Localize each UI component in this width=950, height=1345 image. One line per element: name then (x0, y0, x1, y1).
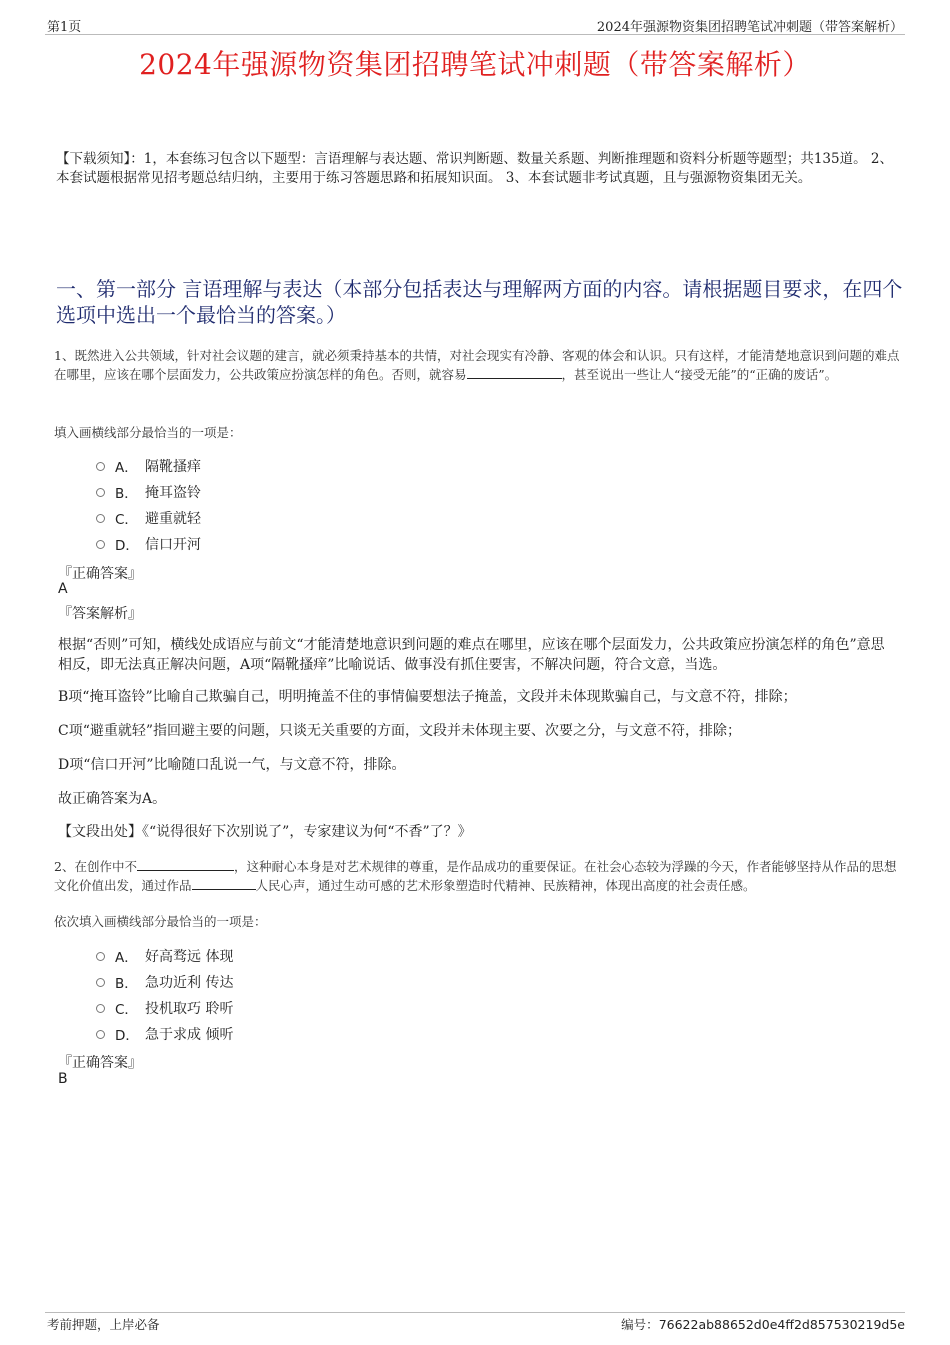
page-number: 第1页 (47, 20, 82, 35)
header-doc-title: 2024年强源物资集团招聘笔试冲刺题（带答案解析） (596, 20, 903, 35)
footer-code-value: 76622ab88652d0e4ff2d857530219d5e (658, 1317, 905, 1332)
question-1-analysis-para: D项“信口开河”比喻随口乱说一气，与文意不符，排除。 (58, 757, 406, 773)
question-2-answer-label: 『正确答案』 (58, 1055, 142, 1071)
radio-icon[interactable] (96, 978, 105, 987)
question-2-blank-1 (137, 857, 234, 871)
question-2-option-d[interactable]: D． 急于求成 倾听 (96, 1024, 233, 1044)
question-1-option-c[interactable]: C． 避重就轻 (96, 508, 201, 528)
question-1-prompt: 填入画横线部分最恰当的一项是： (54, 425, 242, 440)
page-title: 2024年强源物资集团招聘笔试冲刺题（带答案解析） (139, 48, 811, 81)
footer-divider (45, 1312, 905, 1313)
question-2-text-part2: ，这种耐心本身是对艺术规律的尊重，是作品成功的重要保证。在社会心态较为浮躁的今天，作者能够坚持从作品的思想文化价值出发，通过作品 (54, 859, 897, 893)
question-2-text (54, 857, 904, 895)
question-2-text-part3: 人民心声，通过生动可感的艺术形象塑造时代精神、民族精神，体现出高度的社会责任感。 (255, 878, 756, 893)
radio-icon[interactable] (96, 1030, 105, 1039)
question-1-source: 【文段出处】《“说得很好下次别说了”，专家建议为何“不香”了？》 (58, 824, 472, 840)
radio-icon[interactable] (96, 488, 105, 497)
radio-icon[interactable] (96, 540, 105, 549)
header-divider (45, 34, 905, 35)
footer-slogan: 考前押题，上岸必备 (47, 1317, 160, 1332)
question-1-text-part1: 1、既然进入公共领域，针对社会议题的建言，就必须秉持基本的共情，对社会现实有冷静、客观的体会和认识。只有这样，才能清楚地意识到问题的难点在哪里，应该在哪个层面发力，公共政策应扮演怎样的角色。否则，就容易 (54, 348, 900, 382)
question-2-blank-2 (192, 876, 256, 890)
footer-code (621, 1315, 905, 1333)
question-1-option-b[interactable]: B． 掩耳盗铃 (96, 482, 201, 502)
download-notice: 【下载须知】：1，本套练习包含以下题型：言语理解与表达题、常识判断题、数量关系题、判断推理题和资料分析题等题型；共135道。 2、本套试题根据常见招考题总结归纳，主要用于练习答题思路和拓展知识面。 3、本套试题非考试真题，且与强源物资集团无关。 (56, 151, 893, 186)
footer-code-label: 编号： (621, 1317, 659, 1332)
radio-icon[interactable] (96, 462, 105, 471)
question-1-option-d[interactable]: D． 信口开河 (96, 534, 201, 554)
question-1-answer: A (58, 581, 68, 597)
question-1-analysis-para: 根据“否则”可知，横线处成语应与前文“才能清楚地意识到问题的难点在哪里，应该在哪个层面发力，公共政策应扮演怎样的角色”意思相反，即无法真正解决问题，A项“隔靴搔痒”比喻说话、做事没有抓住要害，不解决问题，符合文意，当选。 (58, 637, 885, 673)
question-2-option-b[interactable]: B． 急功近利 传达 (96, 972, 233, 992)
radio-icon[interactable] (96, 514, 105, 523)
question-1-analysis-label: 『答案解析』 (58, 606, 142, 622)
radio-icon[interactable] (96, 952, 105, 961)
question-1-text (54, 346, 904, 384)
question-1-answer-label: 『正确答案』 (58, 566, 142, 582)
question-2-option-c[interactable]: C． 投机取巧 聆听 (96, 998, 233, 1018)
question-2-option-a[interactable]: A． 好高骛远 体现 (96, 946, 233, 966)
section-title: 一、第一部分 言语理解与表达（本部分包括表达与理解两方面的内容。请根据题目要求，在四个选项中选出一个最恰当的答案。） (56, 277, 903, 327)
question-1-blank (467, 365, 562, 379)
question-1-conclusion: 故正确答案为A。 (58, 791, 167, 807)
question-1-analysis-para: B项“掩耳盗铃”比喻自己欺骗自己，明明掩盖不住的事情偏要想法子掩盖，文段并未体现欺骗自己，与文意不符，排除； (58, 689, 797, 705)
question-2-answer: B (58, 1071, 68, 1087)
radio-icon[interactable] (96, 1004, 105, 1013)
question-2-prompt: 依次填入画横线部分最恰当的一项是： (54, 914, 267, 929)
question-1-text-part2: ，甚至说出一些让人“接受无能”的“正确的废话”。 (561, 367, 838, 382)
question-2-text-part1: 2、在创作中不 (54, 859, 137, 874)
question-1-analysis-para: C项“避重就轻”指回避主要的问题，只谈无关重要的方面，文段并未体现主要、次要之分，与文意不符，排除； (58, 723, 742, 739)
question-1-option-a[interactable]: A． 隔靴搔痒 (96, 456, 201, 476)
